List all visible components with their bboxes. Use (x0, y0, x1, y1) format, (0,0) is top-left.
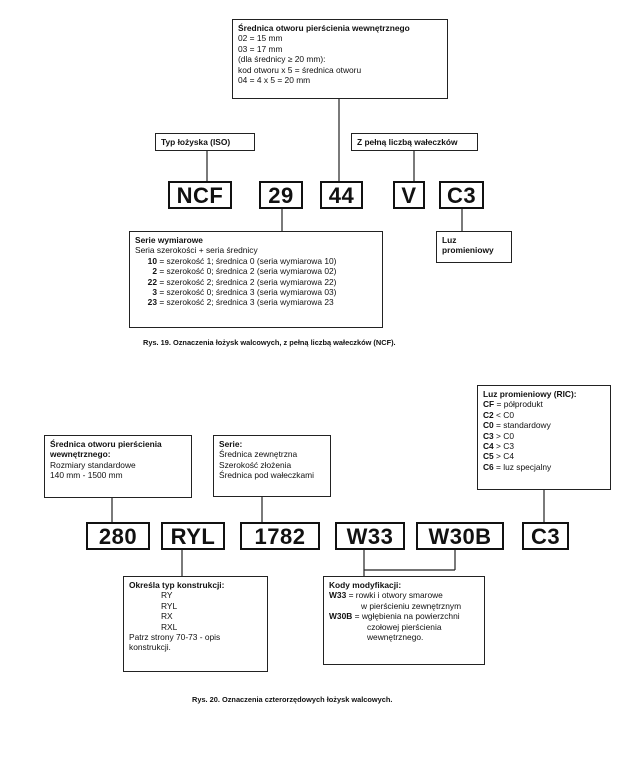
ric-row: CF = półprodukt (483, 399, 543, 410)
figure-20-caption: Rys. 20. Oznaczenia czterorzędowych łożysk walcowych. (192, 695, 393, 704)
bore-line: 03 = 17 mm (238, 43, 283, 54)
code-c3: C3 (439, 181, 484, 209)
series-line-2: Szerokość złożenia (219, 459, 292, 470)
series-row: 3 = szerokość 0; średnica 3 (seria wymiarowa 03) (152, 287, 337, 298)
bore-line-2: 140 mm - 1500 mm (50, 470, 123, 481)
construction-item: RYL (161, 600, 178, 611)
construction-item: RY (161, 590, 173, 601)
construction-item: RXL (161, 621, 178, 632)
series-row: 23 = szerokość 2; średnica 3 (seria wymiarowa 23 (147, 297, 334, 308)
series-row: 2 = szerokość 0; średnica 2 (seria wymiarowa 02) (152, 266, 337, 277)
modification-codes-title: Kody modyfikacji: (329, 580, 402, 590)
code-44: 44 (320, 181, 363, 209)
series-line-2: Średnica pod wałeczkami (219, 470, 314, 481)
radial-clearance-box (436, 231, 512, 263)
ric-box (477, 385, 611, 490)
bore-line: 04 = 4 x 5 = 20 mm (238, 75, 311, 86)
code-w33: W33 (335, 522, 405, 550)
code-w30b: W30B (416, 522, 504, 550)
dimension-series-box (129, 231, 383, 328)
series-title-2: Serie: (219, 439, 243, 449)
code-c3-2: C3 (522, 522, 569, 550)
code-1782: 1782 (240, 522, 320, 550)
code-29: 29 (259, 181, 303, 209)
construction-type-box (123, 576, 268, 672)
code-ryl: RYL (161, 522, 225, 550)
bore-line: kod otworu x 5 = średnica otworu (238, 64, 362, 75)
radial-clearance-line: promieniowy (442, 245, 494, 256)
bore-diameter-title: Średnica otworu pierścienia wewnętrznego (238, 23, 410, 33)
ric-row: C6 = luz specjalny (483, 461, 552, 472)
bore-diameter-box (232, 19, 448, 99)
bore-diameter-box-2 (44, 435, 192, 498)
dimension-series-subtitle: Seria szerokości + seria średnicy (135, 245, 258, 256)
mod-row-cont: czołowej pierścienia (367, 621, 442, 632)
code-v: V (393, 181, 425, 209)
ric-row: C0 = standardowy (483, 420, 551, 431)
ric-row: C2 < C0 (483, 409, 514, 420)
series-line-2: Średnica zewnętrzna (219, 449, 298, 460)
ric-title: Luz promieniowy (RIC): (483, 389, 577, 399)
code-280: 280 (86, 522, 150, 550)
ric-row: C4 > C3 (483, 441, 514, 452)
mod-row-cont: w pierścieniu zewnętrznym (361, 600, 462, 611)
series-row: 22 = szerokość 2; średnica 2 (seria wymiarowa 22) (147, 276, 337, 287)
construction-type-title: Określa typ konstrukcji: (129, 580, 225, 590)
bore-line: (dla średnicy ≥ 20 mm): (238, 54, 326, 65)
full-complement-box (351, 133, 478, 151)
full-complement-title: Z pełną liczbą wałeczków (357, 137, 458, 147)
construction-note: Patrz strony 70-73 - opis konstrukcji. (129, 632, 221, 653)
bore-line-2: Rozmiary standardowe (50, 459, 136, 470)
series-box-2 (213, 435, 331, 497)
bearing-type-box (155, 133, 255, 151)
ric-row: C5 > C4 (483, 451, 514, 462)
radial-clearance-line: Luz (442, 235, 457, 245)
ric-row: C3 > C0 (483, 430, 514, 441)
modification-codes-box (323, 576, 485, 665)
mod-row: W33 = rowki i otwory smarowe (329, 590, 443, 601)
bore-line: 02 = 15 mm (238, 33, 283, 44)
construction-item: RX (161, 611, 173, 622)
series-row: 10 = szerokość 1; średnica 0 (seria wymiarowa 10) (147, 255, 337, 266)
code-ncf: NCF (168, 181, 232, 209)
mod-row-cont: wewnętrznego. (367, 632, 424, 643)
bearing-type-title: Typ łożyska (ISO) (161, 137, 231, 147)
dimension-series-title: Serie wymiarowe (135, 235, 203, 245)
bore-diameter-title-2: Średnica otworu pierścienia wewnętrznego: (50, 439, 162, 460)
figure-19-caption: Rys. 19. Oznaczenia łożysk walcowych, z pełną liczbą wałeczków (NCF). (143, 338, 396, 347)
mod-row: W30B = wgłębienia na powierzchni (329, 611, 460, 622)
